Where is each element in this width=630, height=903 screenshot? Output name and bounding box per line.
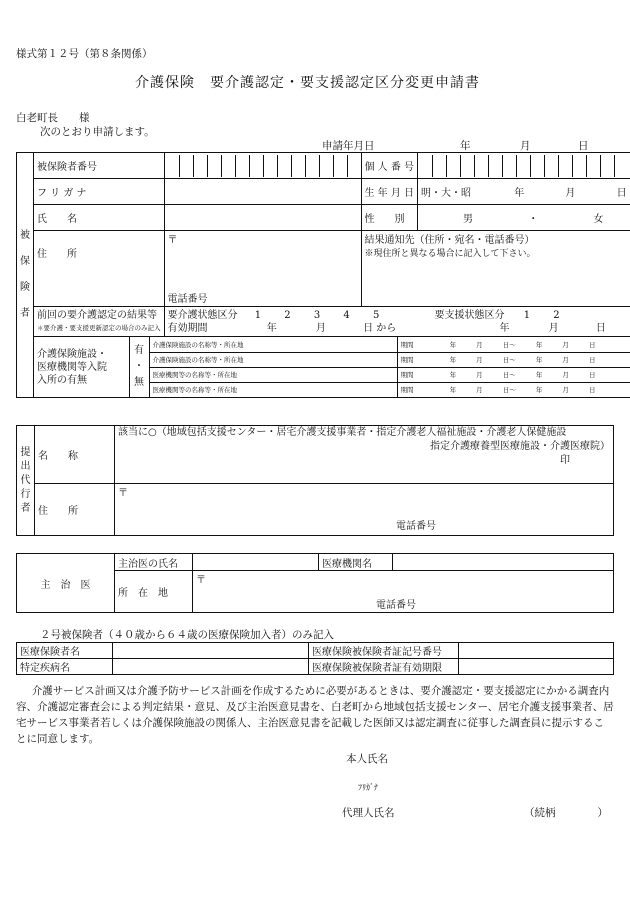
agent-address-label: 住 所 bbox=[35, 484, 115, 536]
cert-symbol-label: 医療保険被保険者証記号番号 bbox=[309, 643, 459, 659]
facility-row-1[interactable]: 介護保険施設の名称等・所在地 bbox=[149, 337, 397, 352]
cert-valid-label: 医療保険被保険者証有効期限 bbox=[309, 659, 459, 675]
date-year: 年 bbox=[460, 140, 471, 152]
disease-label: 特定疾病名 bbox=[17, 659, 113, 675]
agent-type-note-2: 指定介護療養型医療施設・介護医療院） bbox=[430, 441, 610, 452]
page-title: 介護保険 要介護認定・要支援認定区分変更申請書 bbox=[135, 75, 480, 91]
previous-result-label: 前回の要介護認定の結果等 ＊要介護・要支援更新認定の場合のみ記入 bbox=[34, 307, 165, 337]
insurer-label: 医療保険者名 bbox=[17, 643, 113, 659]
insured-number-label: 被保険者番号 bbox=[34, 153, 165, 179]
proxy-name-label: 代理人氏名 bbox=[342, 807, 395, 819]
result-notice-label: 結果通知先（住所・宛名・電話番号） bbox=[364, 235, 535, 246]
form-number: 様式第１２号（第８条関係） bbox=[16, 48, 153, 60]
birth-label: 生 年 月 日 bbox=[361, 179, 418, 205]
relation-label: （続柄 ） bbox=[524, 807, 608, 819]
facility-block bbox=[34, 337, 630, 398]
facility-period-1[interactable]: 期間 年 月 日～ 年 月 日 bbox=[397, 337, 630, 352]
name-field[interactable] bbox=[164, 205, 361, 231]
insured-table bbox=[16, 152, 630, 398]
category2-table bbox=[16, 642, 614, 675]
agent-name-field[interactable] bbox=[115, 426, 614, 484]
doctor-side-label: 主 治 医 bbox=[17, 554, 115, 613]
agent-type-note-1: 該当に○（地域包括支援センター・居宅介護支援事業者・指定介護老人福祉施設・介護老人保健施設 bbox=[118, 427, 567, 438]
individual-number-label: 個 人 番 号 bbox=[361, 153, 418, 179]
agent-address-field[interactable]: 〒 電話番号 bbox=[115, 484, 614, 536]
facility-period-2[interactable]: 期間 年 月 日～ 年 月 日 bbox=[397, 352, 630, 367]
doctor-name-field[interactable] bbox=[193, 554, 319, 571]
agent-side-label: 提 出 代 行 者 bbox=[17, 426, 35, 536]
previous-result-field[interactable]: 要介護状態区分 1 2 3 4 5 要支援状態区分 1 2 有効期間 年 月 日 から 年 月 日 bbox=[164, 307, 630, 337]
application-date-label: 申請年月日 bbox=[322, 140, 375, 152]
insured-number-field[interactable] bbox=[164, 153, 361, 179]
presence-toggle[interactable]: 有 ・ 無 bbox=[129, 337, 149, 397]
gender-field[interactable]: 男 ・ 女 bbox=[418, 205, 630, 231]
doctor-phone-label: 電話番号 bbox=[376, 600, 416, 611]
doctor-name-label: 主治医の氏名 bbox=[115, 554, 193, 571]
consent-text: 介護サービス計画又は介護予防サービス計画を作成するために必要があるときは、要介護認定・要支援認定にかかる調査内容、介護認定審査会による判定結果・意見、及び主治医意見書を、白老町から地域包括支援センター、居宅介護支援事業者、居宅サービス事業者若しくは介護保険施設の関係人、主治医意見書を記載した医師又は認定調査に従事した調査員に提示することに同意します。 bbox=[16, 685, 614, 745]
furigana-label: フ リ ガ ナ bbox=[34, 179, 165, 205]
result-notice-field[interactable] bbox=[361, 231, 630, 307]
addressee: 白老町長 様 bbox=[16, 112, 90, 124]
insured-side-label: 被 保 険 者 bbox=[17, 153, 34, 398]
disease-field[interactable] bbox=[113, 659, 309, 675]
institution-field[interactable] bbox=[393, 554, 614, 571]
facility-period-4[interactable]: 期間 年 月 日～ 年 月 日 bbox=[397, 382, 630, 397]
insured-phone-label: 電話番号 bbox=[167, 294, 208, 305]
date-day: 日 bbox=[578, 140, 589, 152]
cert-valid-field[interactable] bbox=[459, 659, 614, 675]
date-month: 月 bbox=[520, 140, 531, 152]
cert-symbol-field[interactable] bbox=[459, 643, 614, 659]
individual-number-field[interactable] bbox=[418, 153, 630, 179]
principal-name-label: 本人氏名 bbox=[346, 753, 388, 765]
seal-mark: 印 bbox=[560, 455, 570, 466]
proxy-furigana-label: ﾌﾘｶﾞﾅ bbox=[358, 783, 378, 792]
intro-text: 次のとおり申請します。 bbox=[40, 126, 155, 138]
doctor-location-field[interactable]: 〒 電話番号 bbox=[193, 571, 614, 613]
agent-name-label: 名 称 bbox=[35, 426, 115, 484]
facility-row-4[interactable]: 医療機関等の名称等・所在地 bbox=[149, 382, 397, 397]
furigana-field[interactable] bbox=[164, 179, 361, 205]
institution-label: 医療機関名 bbox=[319, 554, 393, 571]
doctor-location-label: 所 在 地 bbox=[115, 571, 193, 613]
address-label: 住 所 bbox=[34, 231, 165, 307]
facility-period-3[interactable]: 期間 年 月 日～ 年 月 日 bbox=[397, 367, 630, 382]
address-field[interactable]: 〒 電話番号 bbox=[164, 231, 361, 307]
gender-label: 性 別 bbox=[361, 205, 418, 231]
category2-heading: ２号被保険者（４０歳から６４歳の医療保険加入者）のみ記入 bbox=[40, 629, 334, 641]
facility-row-3[interactable]: 医療機関等の名称等・所在地 bbox=[149, 367, 397, 382]
doctor-table bbox=[16, 553, 614, 613]
agent-table bbox=[16, 425, 614, 536]
birth-field[interactable]: 明・大・昭 年 月 日 bbox=[418, 179, 630, 205]
agent-phone-label: 電話番号 bbox=[396, 521, 436, 532]
facility-row-2[interactable]: 介護保険施設の名称等・所在地 bbox=[149, 352, 397, 367]
facility-label: 介護保険施設・ 医療機関等入院 入所の有無 bbox=[34, 337, 129, 397]
name-label: 氏 名 bbox=[34, 205, 165, 231]
result-notice-note: ※現住所と異なる場合に記入して下さい。 bbox=[364, 249, 536, 259]
insurer-field[interactable] bbox=[113, 643, 309, 659]
